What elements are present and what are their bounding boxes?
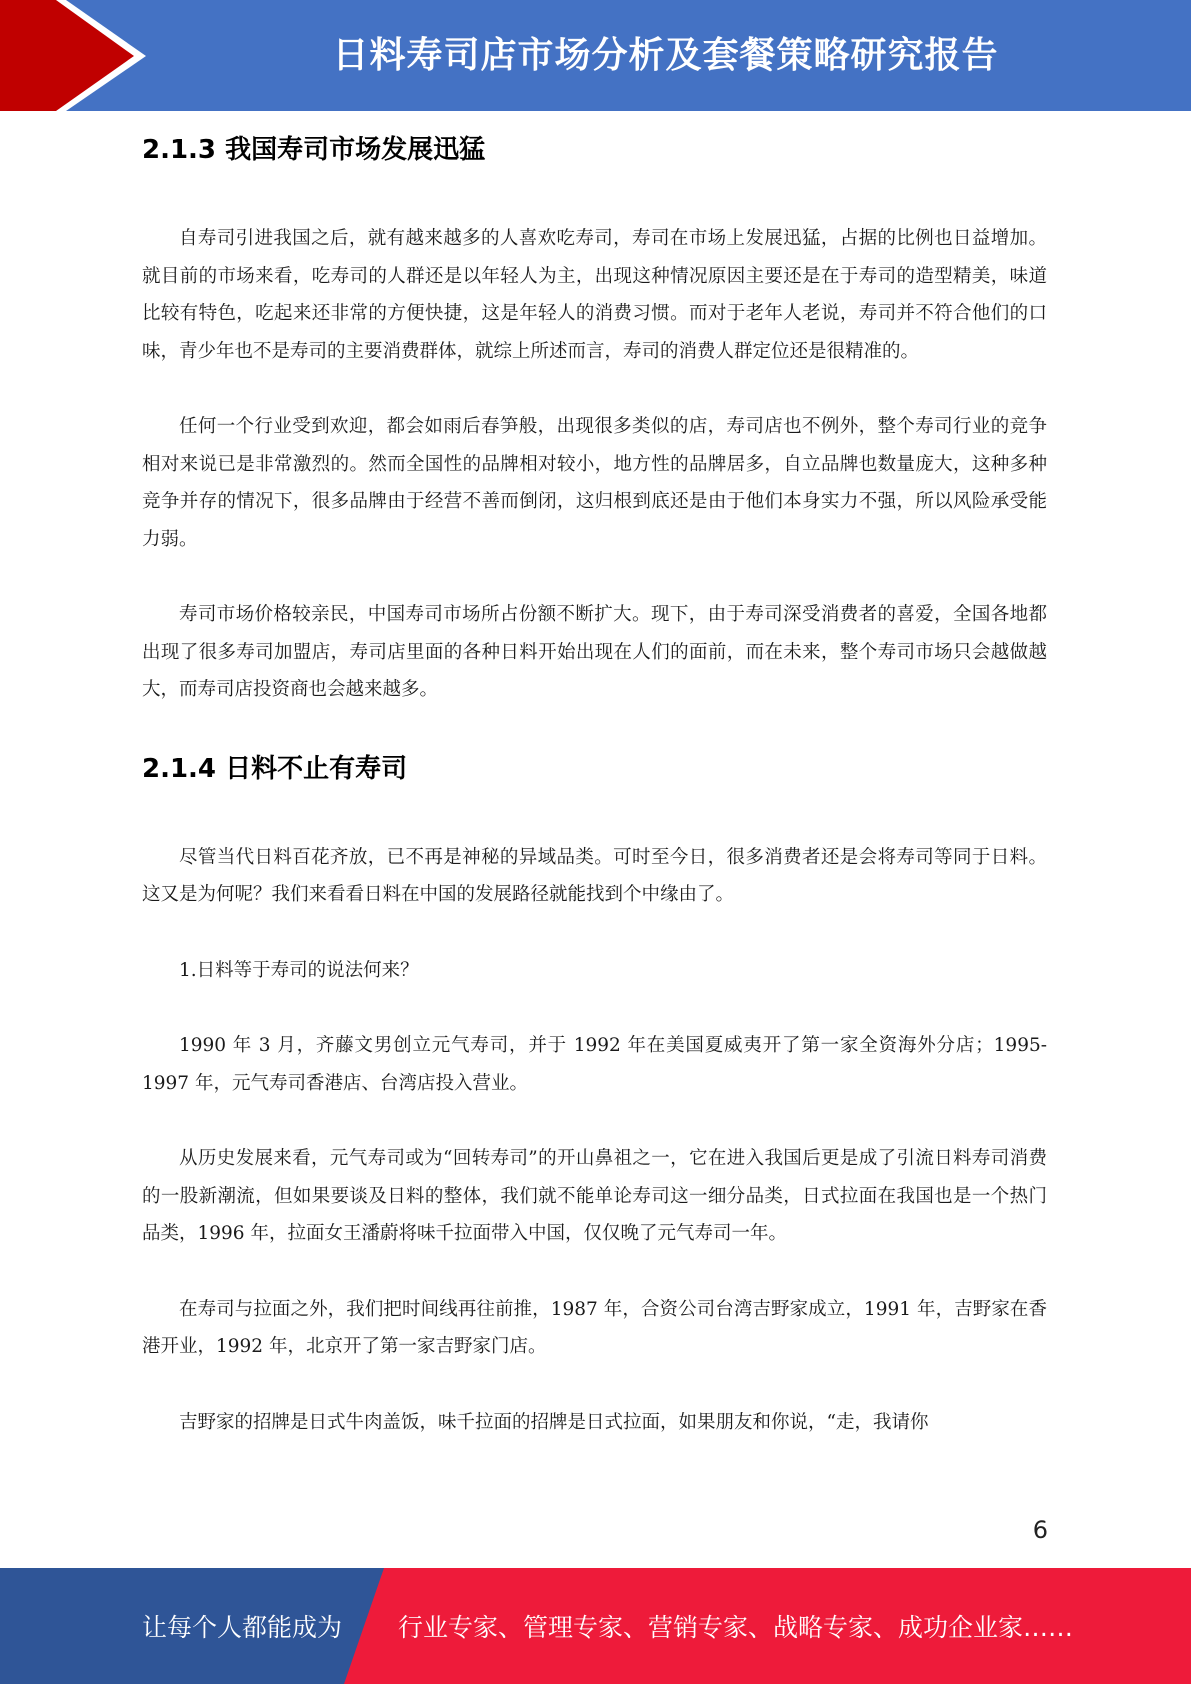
footer-slogan-right: 行业专家、管理专家、营销专家、战略专家、成功企业家…… <box>398 1613 1074 1642</box>
footer-band <box>0 1568 1191 1684</box>
footer-slogan-left: 让每个人都能成为 <box>142 1613 343 1642</box>
page-number: 6 <box>1032 1516 1048 1544</box>
section-heading: 2.1.4 日料不止有寿司 <box>142 753 408 784</box>
paragraph: 从历史发展来看，元气寿司或为“回转寿司”的开山鼻祖之一，它在进入我国后更是成了引流日料寿司消费的一股新潮流，但如果要谈及日料的整体，我们就不能单论寿司这一细分品类，日式拉面在我国也是一个热门品类，1996 年，拉面女王潘蔚将味千拉面带入中国，仅仅晚了元气寿司一年。 <box>142 1148 1047 1244</box>
paragraph: 任何一个行业受到欢迎，都会如雨后春笋般，出现很多类似的店，寿司店也不例外，整个寿司行业的竞争相对来说已是非常激烈的。然而全国性的品牌相对较小，地方性的品牌居多，自立品牌也数量庞大，这种多种竞争并存的情况下，很多品牌由于经营不善而倒闭，这归根到底还是由于他们本身实力不强，所以风险承受能力弱。 <box>142 416 1047 550</box>
paragraph: 尽管当代日料百花齐放，已不再是神秘的异域品类。可时至今日，很多消费者还是会将寿司等同于日料。这又是为何呢？我们来看看日料在中国的发展路径就能找到个中缘由了。 <box>142 846 1047 905</box>
paragraph: 吉野家的招牌是日式牛肉盖饭，味千拉面的招牌是日式拉面，如果朋友和你说，“走，我请你 <box>179 1411 929 1433</box>
paragraph: 1990 年 3 月，齐藤文男创立元气寿司，并于 1992 年在美国夏威夷开了第一家全资海外分店；1995-1997 年，元气寿司香港店、台湾店投入营业。 <box>142 1035 1047 1094</box>
section-heading: 2.1.3 我国寿司市场发展迅猛 <box>142 135 486 165</box>
report-title: 日料寿司店市场分析及套餐策略研究报告 <box>332 34 999 76</box>
paragraph: 1.日料等于寿司的说法何来？ <box>179 959 419 981</box>
paragraph: 自寿司引进我国之后，就有越来越多的人喜欢吃寿司，寿司在市场上发展迅猛，占据的比例也日益增加。就目前的市场来看，吃寿司的人群还是以年轻人为主，出现这种情况原因主要还是在于寿司的造型精美，味道比较有特色，吃起来还非常的方便快捷，这是年轻人的消费习惯。而对于老年人老说，寿司并不符合他们的口味，青少年也不是寿司的主要消费群体，就综上所述而言，寿司的消费人群定位还是很精准的。 <box>142 228 1047 362</box>
header-band <box>0 0 1191 111</box>
paragraph: 在寿司与拉面之外，我们把时间线再往前推，1987 年，合资公司台湾吉野家成立，1991 年，吉野家在香港开业，1992 年，北京开了第一家吉野家门店。 <box>142 1298 1047 1357</box>
paragraph: 寿司市场价格较亲民，中国寿司市场所占份额不断扩大。现下，由于寿司深受消费者的喜爱，全国各地都出现了很多寿司加盟店，寿司店里面的各种日料开始出现在人们的面前，而在未来，整个寿司市场只会越做越大，而寿司店投资商也会越来越多。 <box>142 604 1047 700</box>
document-body <box>142 128 1047 1441</box>
